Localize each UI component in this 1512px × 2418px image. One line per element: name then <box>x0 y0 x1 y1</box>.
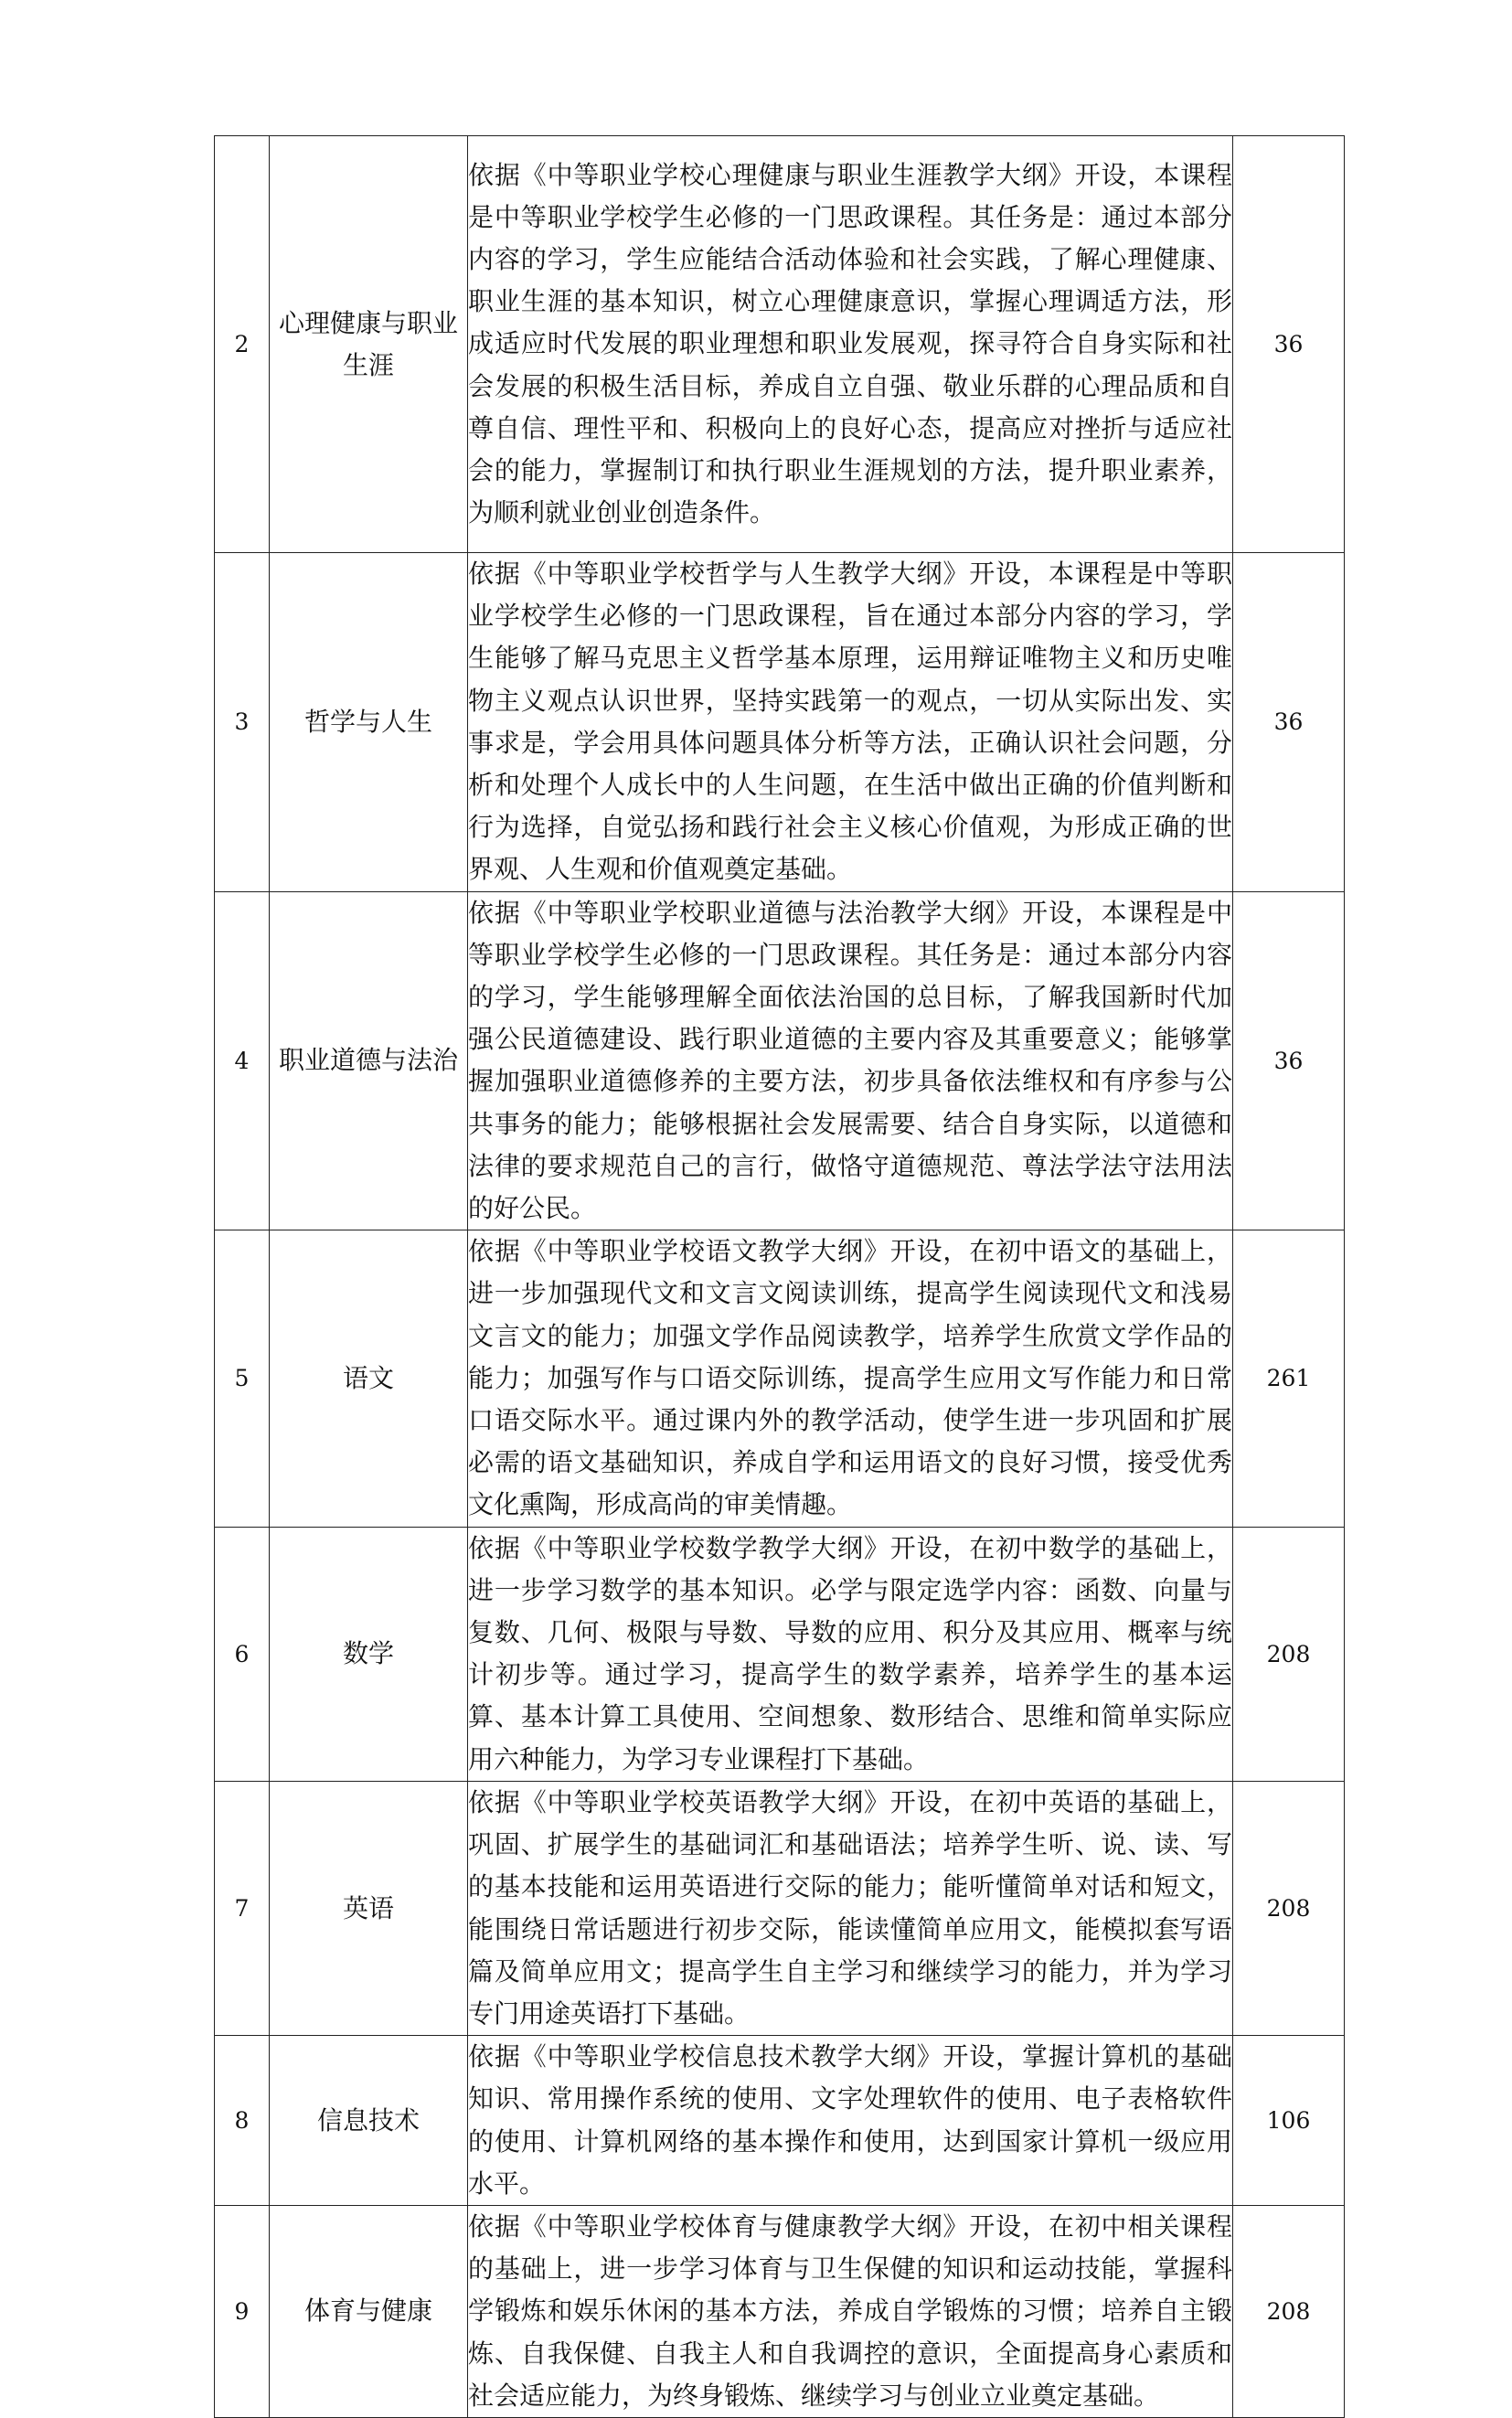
course-number: 2 <box>215 136 270 553</box>
course-description: 依据《中等职业学校哲学与人生教学大纲》开设，本课程是中等职业学校学生必修的一门思政课程，旨在通过本部分内容的学习，学生能够了解马克思主义哲学基本原理，运用辩证唯物主义和历史唯物主义观点认识世界，坚持实践第一的观点，一切从实际出发、实事求是，学会用具体问题具体分析等方法，正确认识社会问题，分析和处理个人成长中的人生问题，在生活中做出正确的价值判断和行为选择，自觉弘扬和践行社会主义核心价值观，为形成正确的世界观、人生观和价值观奠定基础。 <box>468 553 1233 892</box>
course-name: 哲学与人生 <box>270 553 468 892</box>
course-description: 依据《中等职业学校英语教学大纲》开设，在初中英语的基础上，巩固、扩展学生的基础词汇和基础语法；培养学生听、说、读、写的基本技能和运用英语进行交际的能力；能听懂简单对话和短文，能围绕日常话题进行初步交际，能读懂简单应用文，能模拟套写语篇及简单应用文；提高学生自主学习和继续学习的能力，并为学习专门用途英语打下基础。 <box>468 1781 1233 2035</box>
course-hours: 208 <box>1233 1781 1345 2035</box>
course-hours: 208 <box>1233 1527 1345 1781</box>
course-hours: 261 <box>1233 1230 1345 1527</box>
course-description: 依据《中等职业学校数学教学大纲》开设，在初中数学的基础上，进一步学习数学的基本知识。必学与限定选学内容：函数、向量与复数、几何、极限与导数、导数的应用、积分及其应用、概率与统计初步等。通过学习，提高学生的数学素养，培养学生的基本运算、基本计算工具使用、空间想象、数形结合、思维和简单实际应用六种能力，为学习专业课程打下基础。 <box>468 1527 1233 1781</box>
course-description: 依据《中等职业学校信息技术教学大纲》开设，掌握计算机的基础知识、常用操作系统的使用、文字处理软件的使用、电子表格软件的使用、计算机网络的基本操作和使用，达到国家计算机一级应用水平。 <box>468 2036 1233 2206</box>
course-description: 依据《中等职业学校职业道德与法治教学大纲》开设，本课程是中等职业学校学生必修的一门思政课程。其任务是：通过本部分内容的学习，学生能够理解全面依法治国的总目标，了解我国新时代加强公民道德建设、践行职业道德的主要内容及其重要意义；能够掌握加强职业道德修养的主要方法，初步具备依法维权和有序参与公共事务的能力；能够根据社会发展需要、结合自身实际，以道德和法律的要求规范自己的言行，做恪守道德规范、尊法学法守法用法的好公民。 <box>468 891 1233 1230</box>
course-name: 信息技术 <box>270 2036 468 2206</box>
course-hours: 208 <box>1233 2205 1345 2417</box>
course-number: 5 <box>215 1230 270 1527</box>
table-row <box>215 1230 1345 1527</box>
course-number: 8 <box>215 2036 270 2206</box>
course-hours: 36 <box>1233 553 1345 892</box>
table-row <box>215 553 1345 892</box>
course-description: 依据《中等职业学校心理健康与职业生涯教学大纲》开设，本课程是中等职业学校学生必修的一门思政课程。其任务是：通过本部分内容的学习，学生应能结合活动体验和社会实践，了解心理健康、职业生涯的基本知识，树立心理健康意识，掌握心理调适方法，形成适应时代发展的职业理想和职业发展观，探寻符合自身实际和社会发展的积极生活目标，养成自立自强、敬业乐群的心理品质和自尊自信、理性平和、积极向上的良好心态，提高应对挫折与适应社会的能力，掌握制订和执行职业生涯规划的方法，提升职业素养，为顺利就业创业创造条件。 <box>468 136 1233 553</box>
course-hours: 36 <box>1233 136 1345 553</box>
course-number: 6 <box>215 1527 270 1781</box>
course-table <box>214 135 1345 2418</box>
course-name: 英语 <box>270 1781 468 2035</box>
course-number: 4 <box>215 891 270 1230</box>
course-hours: 36 <box>1233 891 1345 1230</box>
table-row <box>215 1527 1345 1781</box>
table-row <box>215 1781 1345 2035</box>
course-name: 语文 <box>270 1230 468 1527</box>
course-name: 体育与健康 <box>270 2205 468 2417</box>
course-number: 3 <box>215 553 270 892</box>
course-description: 依据《中等职业学校体育与健康教学大纲》开设，在初中相关课程的基础上，进一步学习体育与卫生保健的知识和运动技能，掌握科学锻炼和娱乐休闲的基本方法，养成自学锻炼的习惯；培养自主锻炼、自我保健、自我主人和自我调控的意识，全面提高身心素质和社会适应能力，为终身锻炼、继续学习与创业立业奠定基础。 <box>468 2205 1233 2417</box>
course-number: 9 <box>215 2205 270 2417</box>
course-number: 7 <box>215 1781 270 2035</box>
table-row <box>215 891 1345 1230</box>
table-row <box>215 136 1345 553</box>
course-name: 心理健康与职业生涯 <box>270 136 468 553</box>
course-hours: 106 <box>1233 2036 1345 2206</box>
course-name: 职业道德与法治 <box>270 891 468 1230</box>
table-row <box>215 2036 1345 2206</box>
course-name: 数学 <box>270 1527 468 1781</box>
table-row <box>215 2205 1345 2417</box>
course-description: 依据《中等职业学校语文教学大纲》开设，在初中语文的基础上，进一步加强现代文和文言文阅读训练，提高学生阅读现代文和浅易文言文的能力；加强文学作品阅读教学，培养学生欣赏文学作品的能力；加强写作与口语交际训练，提高学生应用文写作能力和日常口语交际水平。通过课内外的教学活动，使学生进一步巩固和扩展必需的语文基础知识，养成自学和运用语文的良好习惯，接受优秀文化熏陶，形成高尚的审美情趣。 <box>468 1230 1233 1527</box>
